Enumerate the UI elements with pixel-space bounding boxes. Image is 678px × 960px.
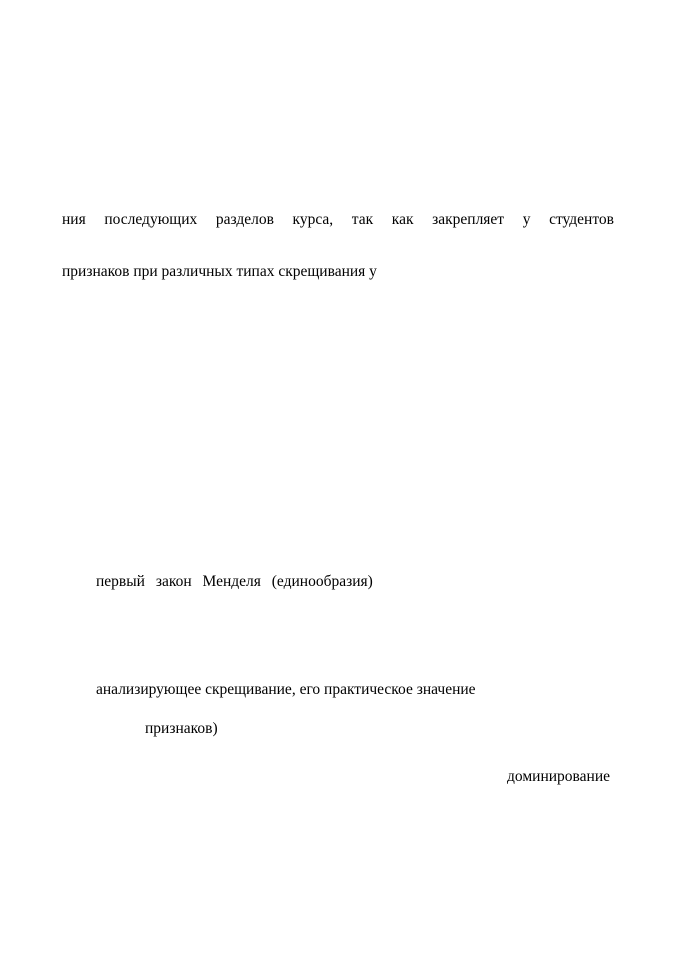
paragraph-line-1: ния последующих разделов курса, так как закрепляет у студентов — [62, 211, 614, 228]
list-item-fragment-traits: признаков) — [145, 720, 218, 737]
paragraph-line-2: признаков при различных типах скрещивания у — [62, 263, 377, 280]
list-item-first-law: первый закон Менделя (единообразия) — [96, 573, 373, 590]
list-item-dominance: доминирование — [507, 768, 610, 785]
list-item-test-cross: анализирующее скрещивание, его практическое значение — [96, 681, 476, 698]
